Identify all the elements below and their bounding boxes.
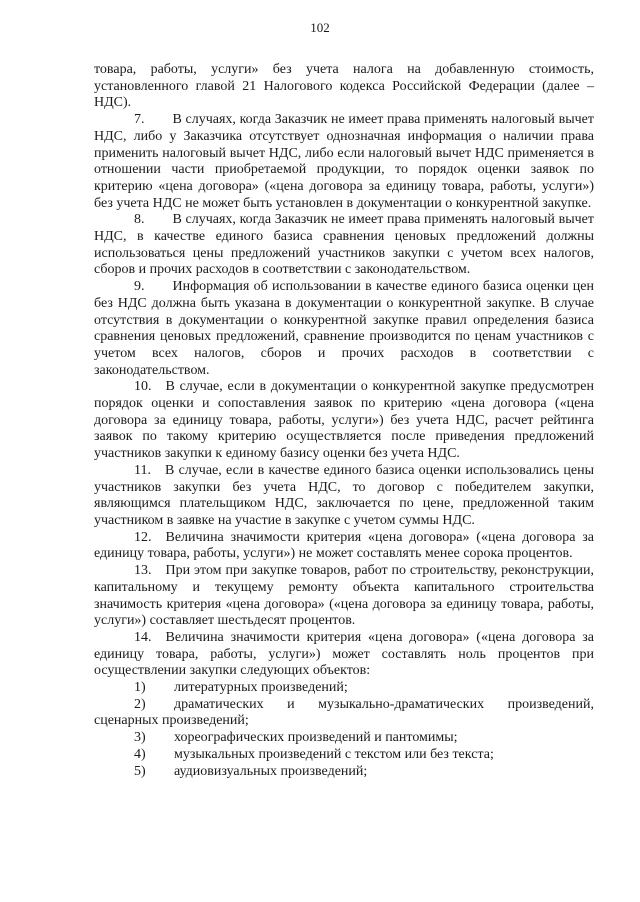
list-item-number: 3) xyxy=(134,730,146,746)
list-item xyxy=(94,680,594,697)
list-item xyxy=(94,764,594,781)
list-item-number: 1) xyxy=(134,680,146,696)
list-item xyxy=(94,730,594,747)
list-item-text: хореографических произведений и пантомимы; xyxy=(174,730,458,746)
paragraph-11: 11. В случае, если в качестве единого базиса оценки использовались цены участников закупки без учета НДС, то договор с победителем закупки, являющимся плательщиком НДС, заключается по цене, предложенной таким участником в заявке на участие в закупке с учетом суммы НДС. xyxy=(94,462,594,528)
paragraph-9: 9. Информация об использовании в качестве единого базиса оценки цен без НДС должна быть указана в документации о конкурентной закупке. В случае отсутствия в документации о конкурентной закупке правил определения базиса сравнения ценовых предложений, сравнение производится по ценам участников с учетом всех налогов, сборов и прочих расходов в соответствии с законодательством. xyxy=(94,279,594,378)
paragraph-14: 14. Величина значимости критерия «цена договора» («цена договора за единицу товара, работы, услуги») может составлять ноль процентов при осуществлении закупки следующих объектов: xyxy=(94,629,594,679)
list-item-number: 4) xyxy=(134,746,146,762)
list-item-text: аудиовизуальных произведений; xyxy=(174,763,368,779)
page-number: 102 xyxy=(310,20,330,35)
list-item-number: 5) xyxy=(134,763,146,779)
document-body xyxy=(94,62,594,780)
list-item-number: 2) xyxy=(134,696,146,712)
paragraph-12: 12. Величина значимости критерия «цена договора» («цена договора за единицу товара, работы, услуги») не может составлять менее сорока процентов. xyxy=(94,529,594,562)
list-item-text: музыкальных произведений с текстом или без текста; xyxy=(174,746,494,762)
paragraph-7: 7. В случаях, когда Заказчик не имеет права применять налоговый вычет НДС, либо у Заказчика отсутствует однозначная информация о наличии права применить налоговый вычет НДС, либо если налоговый вычет НДС применяется в отношении части приобретаемой продукции, то порядок оценки заявок по критерию «цена договора» («цена договора за единицу товара, работы, услуги») без учета НДС не может быть установлен в документации о конкурентной закупке. xyxy=(94,112,594,211)
list-item xyxy=(94,697,594,730)
paragraph-10: 10. В случае, если в документации о конкурентной закупке предусмотрен порядок оценки и сопоставления заявок по критерию «цена договора («цена договора за единицу товара, работы, услуги») без учета НДС, расчет рейтинга заявок по такому критерию осуществляется после приведения предложений участников закупки к единому базису оценки без учета НДС. xyxy=(94,379,594,462)
list-item-text: литературных произведений; xyxy=(174,680,348,696)
paragraph-continuation: товара, работы, услуги» без учета налога на добавленную стоимость, установленного главой 21 Налогового кодекса Российской Федерации (далее – НДС). xyxy=(94,62,594,111)
paragraph-8: 8. В случаях, когда Заказчик не имеет права применять налоговый вычет НДС, в качестве единого базиса сравнения ценовых предложений должны использоваться цены предложений участников закупки с учетом всех налогов, сборов и прочих расходов в соответствии с законодательством. xyxy=(94,212,594,278)
paragraph-13: 13. При этом при закупке товаров, работ по строительству, реконструкции, капитальному и текущему ремонту объекта капитального строительства значимость критерия «цена договора» («цена договора за единицу товара, работы, услуги») составляет шестьдесят процентов. xyxy=(94,563,594,629)
list-item-text: драматических и музыкально-драматических произведений, сценарных произведений; xyxy=(94,696,594,729)
list-item xyxy=(94,747,594,764)
